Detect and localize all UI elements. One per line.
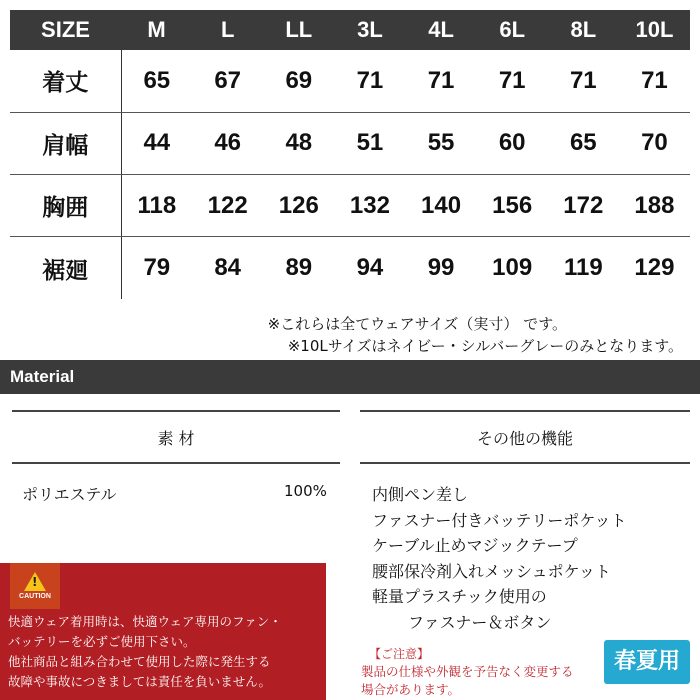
row-label-chest: 胸囲 <box>10 175 121 237</box>
features-column-header: その他の機能 <box>476 429 573 448</box>
size-note-actual: ※これらは全てウェアサイズ（実寸） です。 <box>267 315 567 333</box>
caution-line: 他社商品と組み合わせて使用した際に発生する <box>8 654 271 669</box>
material-percent: 100% <box>284 482 327 500</box>
table-cell: 126 <box>263 175 334 237</box>
table-cell: 69 <box>263 50 334 112</box>
caution-line: 故障や事故につきましては責任を負いません。 <box>8 674 272 689</box>
caution-badge <box>10 563 60 609</box>
table-row <box>10 237 690 299</box>
size-col-10l: 10L <box>619 10 690 50</box>
features-list <box>372 482 627 635</box>
table-cell: 55 <box>406 112 477 174</box>
list-item: 腰部保冷剤入れメッシュポケット <box>372 561 611 581</box>
row-label-shoulder: 肩幅 <box>10 112 121 174</box>
table-cell: 99 <box>427 254 455 282</box>
table-cell: 156 <box>477 175 548 237</box>
table-cell: 188 <box>619 175 690 237</box>
size-col-8l: 8L <box>548 10 619 50</box>
table-cell: 44 <box>121 112 192 174</box>
size-header-label: SIZE <box>10 10 121 50</box>
notice-line: 製品の仕様や外観を予告なく変更する <box>361 664 574 679</box>
table-row <box>10 112 690 174</box>
material-section-title: Material <box>0 360 700 394</box>
notice-line: 場合があります。 <box>361 682 461 697</box>
table-cell: 46 <box>192 112 263 174</box>
list-item: 軽量プラスチック使用の <box>372 587 547 606</box>
list-item: ファスナー付きバッテリーポケット <box>372 510 627 530</box>
table-row <box>10 50 690 112</box>
table-cell: 60 <box>477 112 548 174</box>
table-cell: 89 <box>285 254 313 282</box>
table-cell: 79 <box>143 254 171 282</box>
table-cell: 132 <box>334 175 405 237</box>
row-label-hem: 裾廻 <box>10 237 121 299</box>
table-cell: 48 <box>263 112 334 174</box>
size-table <box>10 10 690 299</box>
list-item: 内側ペン差し <box>372 485 469 504</box>
features-divider-top <box>360 410 690 412</box>
size-col-ll: LL <box>263 10 334 50</box>
material-divider-bottom <box>12 462 340 464</box>
row-label-length: 着丈 <box>10 50 121 112</box>
size-note-10l: ※10Lサイズはネイビー・シルバーグレーのみとなります。 <box>287 337 683 355</box>
table-cell: 84 <box>214 254 242 282</box>
table-cell: 119 <box>563 254 603 282</box>
spec-change-notice <box>361 645 574 699</box>
caution-text <box>8 612 326 692</box>
warning-triangle-icon: ! <box>24 572 46 591</box>
table-cell: 65 <box>121 50 192 112</box>
table-cell: 71 <box>619 50 690 112</box>
size-col-4l: 4L <box>406 10 477 50</box>
table-cell: 94 <box>356 254 384 282</box>
table-cell: 129 <box>634 254 675 282</box>
table-row <box>10 175 690 237</box>
table-cell: 65 <box>548 112 619 174</box>
list-item: ファスナー＆ボタン <box>408 612 552 632</box>
table-cell: 51 <box>334 112 405 174</box>
season-badge: 春夏用 <box>604 640 690 684</box>
table-cell: 70 <box>619 112 690 174</box>
table-cell: 122 <box>192 175 263 237</box>
size-header-row <box>10 10 690 50</box>
size-col-m: M <box>121 10 192 50</box>
caution-badge-label: CAUTION <box>19 593 51 600</box>
table-cell: 71 <box>548 50 619 112</box>
table-cell: 71 <box>406 50 477 112</box>
table-cell: 109 <box>492 254 533 282</box>
material-divider-top <box>12 410 340 412</box>
list-item: ケーブル止めマジックテープ <box>372 536 578 555</box>
material-name: ポリエステル <box>22 485 117 504</box>
material-column-header: 素 材 <box>157 429 195 448</box>
table-cell: 67 <box>192 50 263 112</box>
caution-line: バッテリーを必ずご使用下さい。 <box>8 634 196 649</box>
table-cell: 71 <box>477 50 548 112</box>
table-cell: 172 <box>548 175 619 237</box>
size-col-l: L <box>192 10 263 50</box>
size-col-6l: 6L <box>477 10 548 50</box>
table-cell: 118 <box>121 175 192 237</box>
features-divider-bottom <box>360 462 690 464</box>
table-cell: 140 <box>406 175 477 237</box>
table-cell: 71 <box>334 50 405 112</box>
caution-line: 快適ウェア着用時は、快適ウェア専用のファン・ <box>8 614 282 629</box>
size-col-3l: 3L <box>334 10 405 50</box>
notice-title: 【ご注意】 <box>369 647 430 661</box>
